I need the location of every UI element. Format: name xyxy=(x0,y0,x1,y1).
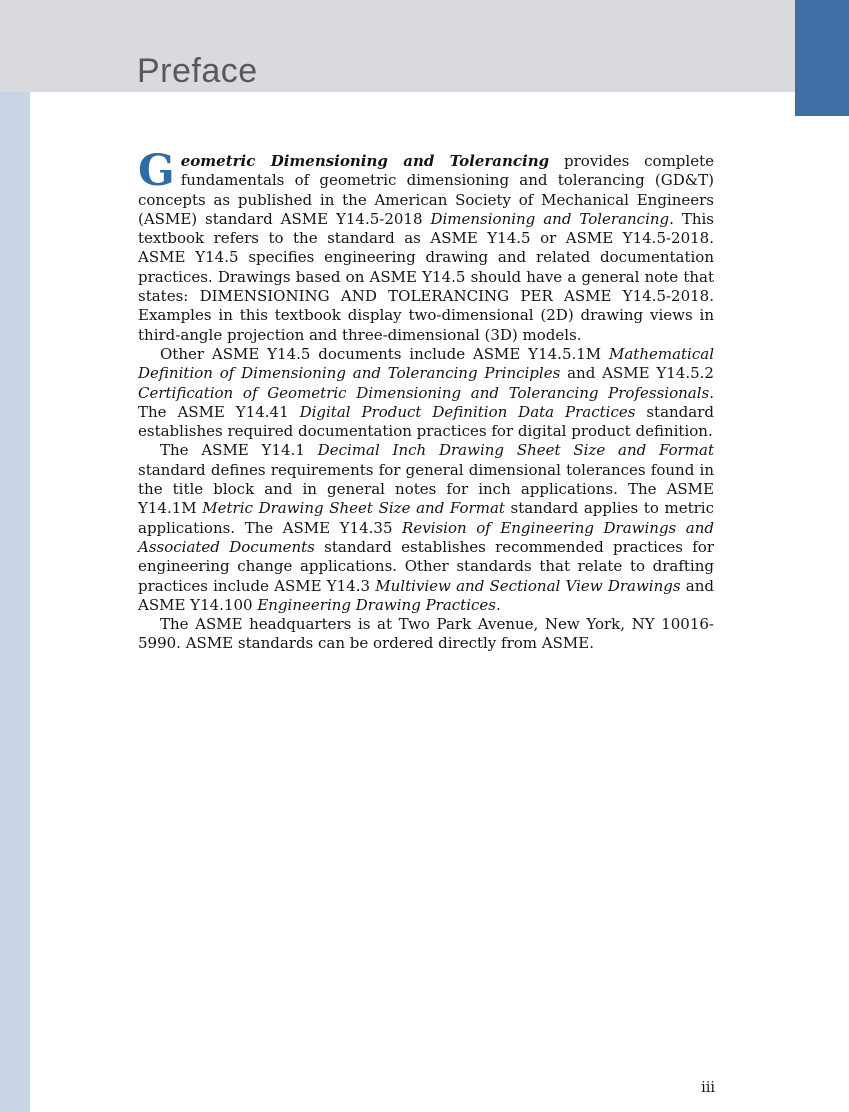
text-segment: . The ASME Y14.41 xyxy=(138,383,714,421)
text-segment: provides complete fundamentals of geometric dimensioning and tolerancing (GD&T) concepts as published in the American Society of Mechanical Engineers (ASME) standard ASME Y14.5-2018 xyxy=(138,152,714,228)
page-number: iii xyxy=(701,1080,715,1096)
text-segment: standard establishes required documentation practices for digital product definition. xyxy=(138,402,715,441)
text-segment: Revision of Engineering Drawings and Associated Documents xyxy=(138,518,714,556)
text-segment: The ASME Y14.1 xyxy=(160,441,318,460)
text-segment: Decimal Inch Drawing Sheet Size and Format xyxy=(317,441,714,460)
text-segment: standard defines requirements for general dimensional tolerances found in the title block and in general notes for inch applications. The ASME Y14.1M xyxy=(138,460,714,518)
text-segment: and ASME Y14.100 xyxy=(138,576,714,614)
text-segment: Mathematical Definition of Dimensioning and Tolerancing Principles xyxy=(138,344,714,383)
paragraph xyxy=(138,441,714,615)
paragraph xyxy=(138,146,714,345)
text-segment: Multiview and Sectional View Drawings xyxy=(375,576,681,595)
text-segment: eometric Dimensioning and Tolerancing xyxy=(180,152,550,170)
text-segment: Metric Drawing Sheet Size and Format xyxy=(202,499,505,518)
text-segment: Engineering Drawing Practices xyxy=(257,595,496,614)
drop-cap: G xyxy=(138,146,175,196)
text-segment: Certification of Geometric Dimensioning and Tolerancing Professionals xyxy=(138,383,710,402)
text-segment: The ASME headquarters is at Two Park Avenue, New York, NY 10016-5990. ASME standards can be ordered directly from ASME. xyxy=(138,615,714,653)
left-accent-strip xyxy=(0,0,30,1112)
text-segment: standard establishes recommended practices for engineering change applications. Other standards that relate to drafting practices include ASME Y14.3 xyxy=(138,537,714,595)
corner-accent-block xyxy=(795,0,849,116)
header-band xyxy=(0,0,849,92)
text-segment: . xyxy=(495,595,501,614)
page-title: Preface xyxy=(137,52,258,90)
text-segment: Dimensioning and Tolerancing xyxy=(430,209,670,228)
text-segment: . This textbook refers to the standard as ASME Y14.5 or ASME Y14.5-2018. ASME Y14.5 specifies engineering drawing and related documentation practices. Drawings based on ASME Y14.5 should have a general note that states: DIMENSIONING AND TOLERANCING PER ASME Y14.5-2018. Examples in this textbook display two-dimensional (2D) drawing views in third-angle projection and three-dimensional (3D) models. xyxy=(138,209,714,344)
paragraph xyxy=(138,345,714,441)
paragraph xyxy=(138,615,714,654)
text-segment: Digital Product Definition Data Practices xyxy=(299,402,636,421)
body-text xyxy=(138,146,715,654)
text-segment: Other ASME Y14.5 documents include ASME Y14.5.1M xyxy=(160,344,609,363)
text-segment: standard applies to metric applications. The ASME Y14.35 xyxy=(138,499,714,537)
text-segment: and ASME Y14.5.2 xyxy=(560,364,714,383)
